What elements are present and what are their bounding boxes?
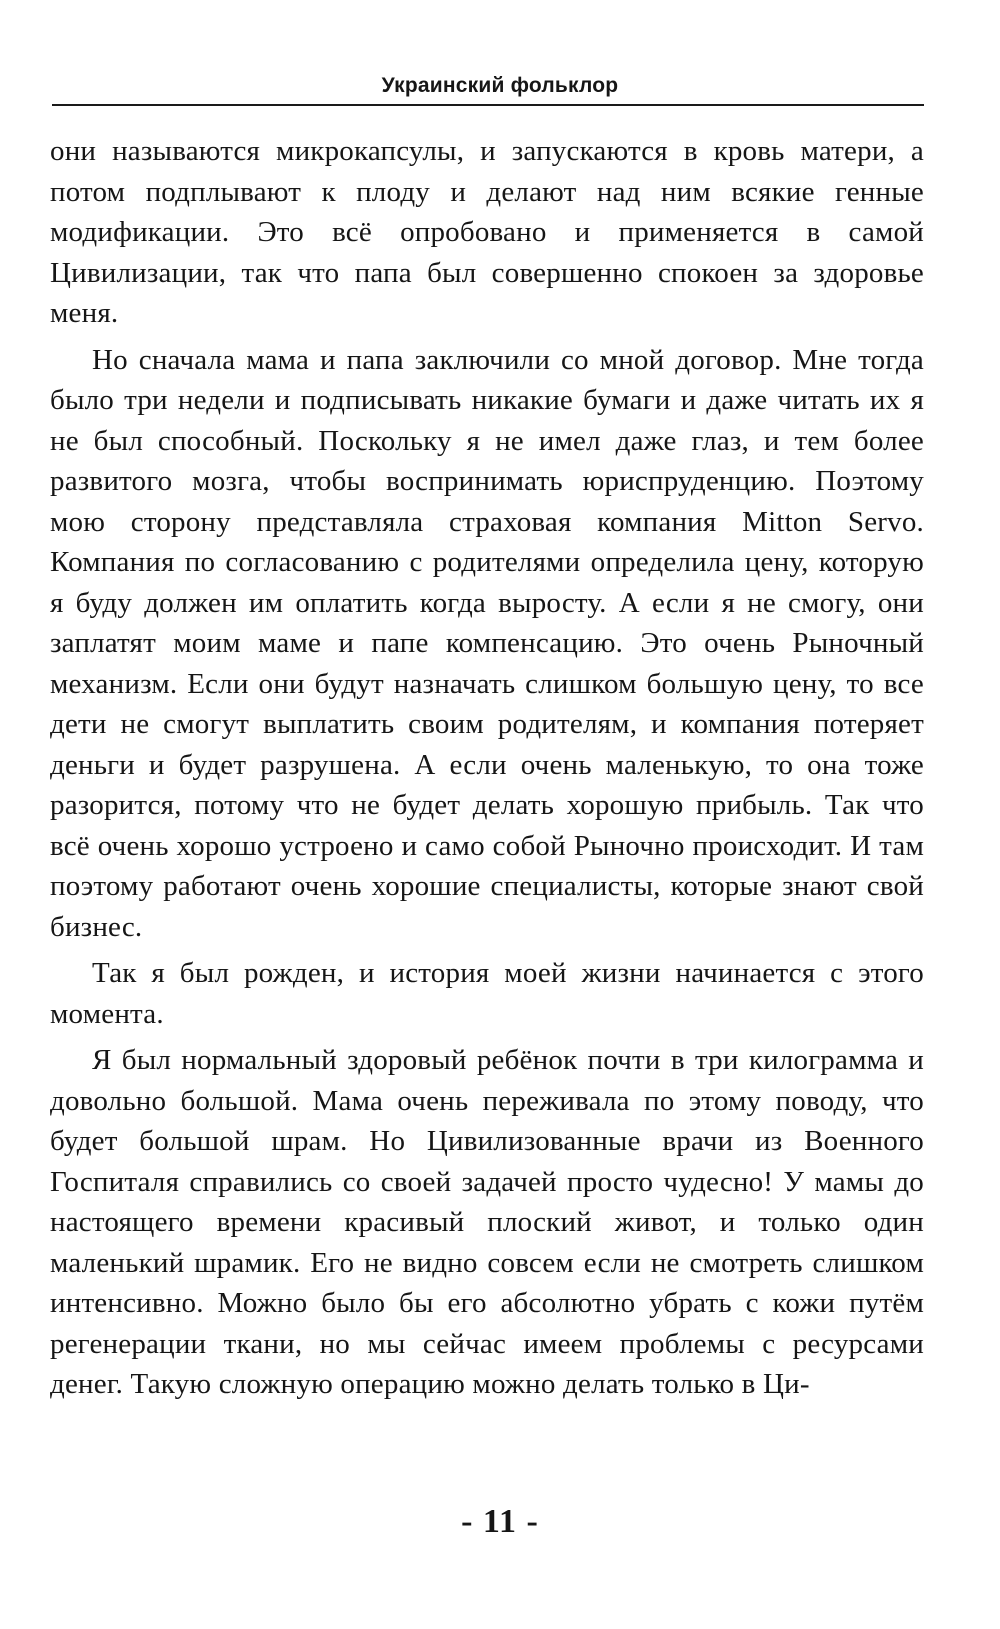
page-body [50,131,924,1411]
paragraph-1: они называются микрокапсулы, и запускаются в кровь матери, а потом подплывают к плоду и делают над ним всякие генные модификации. Это всё опробовано и применяется в самой Цивилизации, так что папа был совершенно спокоен за здоровье меня. [50,135,924,329]
paragraph-3: Так я был рожден, и история моей жизни начинается с этого момента. [50,957,924,1030]
paragraph-4: Я был нормальный здоровый ребёнок почти в три килограмма и довольно большой. Мама очень переживала по этому поводу, что будет большой шрам. Но Цивилизованные врачи из Военного Госпиталя справились со своей задачей просто чудесно! У мамы до настоящего времени красивый плоский живот, и только один маленький шрамик. Его не видно совсем если не смотреть слишком интенсивно. Можно было бы его абсолютно убрать с кожи путём регенерации ткани, но мы сейчас имеем проблемы с ресурсами денег. Такую сложную операцию можно делать только в Ци- [50,1044,924,1400]
running-head: Украинский фольклор [381,74,619,97]
paragraph-2: Но сначала мама и папа заключили со мной договор. Мне тогда было три недели и подписывать никакие бумаги и даже читать их я не был способный. Поскольку я не имел даже глаз, и тем более развитого мозга, чтобы воспринимать юриспруденцию. Поэтому мою сторону представляла страховая компания Mitton Servo. Компания по согласованию с родителями определила цену, которую я буду должен им оплатить когда выросту. А если я не смогу, они заплатят моим маме и папе компенсацию. Это очень Рыночный механизм. Если они будут назначать слишком большую цену, то все дети не смогут выплатить своим родителям, и компания потеряет деньги и будет разрушена. А если очень маленькую, то она тоже разорится, потому что не будет делать хорошую прибыль. Так что всё очень хорошо устроено и само собой Рыночно происходит. И там поэтому работают очень хорошие специалисты, которые знают свой бизнес. [50,343,924,943]
header-rule [52,104,924,106]
page-number: - 11 - [461,1503,539,1540]
